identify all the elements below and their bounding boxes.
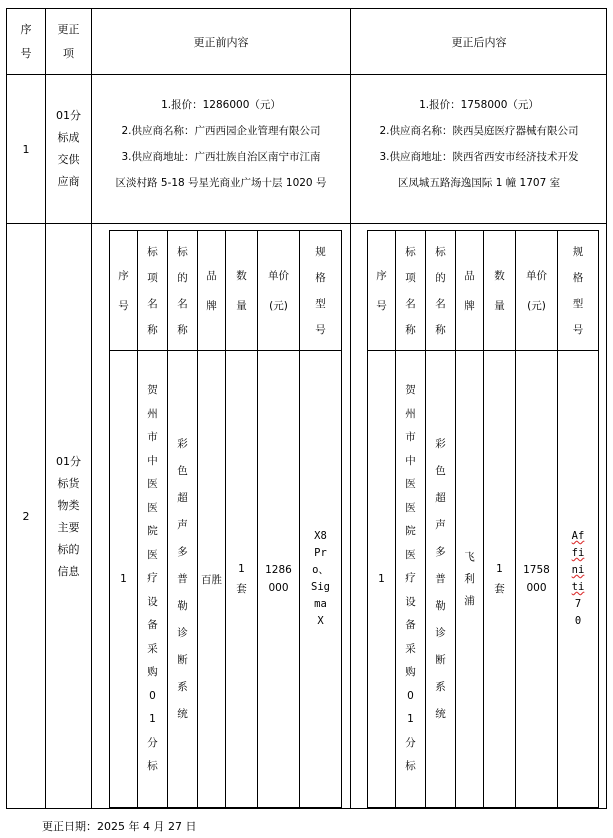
before-h-price: 单价(元) <box>258 231 300 351</box>
after-h-seq: 序号 <box>368 231 396 351</box>
before-h-seq: 序号 <box>110 231 138 351</box>
row1-after <box>351 92 607 212</box>
before-goods-table <box>109 230 341 808</box>
after-h-brand: 品牌 <box>456 231 484 351</box>
row1-after-line4: 区凤城五路海逸国际 1 幢 1707 室 <box>397 177 561 189</box>
row2-item <box>46 224 91 809</box>
hline-2 <box>6 223 607 224</box>
after-price: 1758 000 <box>516 351 558 808</box>
after-h-target: 标的名称 <box>426 231 456 351</box>
before-h-target: 标的名称 <box>168 231 198 351</box>
before-h-qty: 数量 <box>226 231 258 351</box>
header-seq-label: 序号 <box>20 22 32 60</box>
before-h-brand: 品牌 <box>198 231 226 351</box>
after-seq: 1 <box>368 351 396 808</box>
row1-after-line2: 2.供应商名称：陕西昊庭医疗器械有限公司 <box>379 125 579 137</box>
row1-seq <box>7 75 45 223</box>
after-project: 贺州市中医医院医疗设备采购01分标 <box>396 351 426 808</box>
row1-after-line1: 1.报价：1758000（元） <box>419 99 539 111</box>
row1-before <box>92 92 350 212</box>
header-before <box>92 9 350 74</box>
row1-after-line3: 3.供应商地址：陕西省西安市经济技术开发 <box>379 151 579 163</box>
before-target: 彩色超声多普勒诊断系统 <box>168 351 198 808</box>
before-h-project: 标项名称 <box>138 231 168 351</box>
after-brand: 飞利浦 <box>456 351 484 808</box>
after-h-qty: 数量 <box>484 231 516 351</box>
header-after-label: 更正后内容 <box>451 35 507 49</box>
header-item-label: 更正项 <box>57 22 80 60</box>
before-price: 1286 000 <box>258 351 300 808</box>
row1-item <box>46 75 91 223</box>
after-spec: Af fi ni ti 7 0 <box>558 351 599 808</box>
after-goods-table <box>367 230 598 808</box>
after-h-project: 标项名称 <box>396 231 426 351</box>
before-spec: X8 Pr o、 Sig ma X <box>300 351 342 808</box>
before-project: 贺州市中医医院医疗设备采购01分标 <box>138 351 168 808</box>
row1-seq-value: 1 <box>22 142 30 156</box>
after-qty: 1套 <box>484 351 516 808</box>
row1-item-value: 01分标成交供应商 <box>56 109 81 188</box>
header-seq <box>7 9 45 74</box>
after-target: 彩色超声多普勒诊断系统 <box>426 351 456 808</box>
header-item <box>46 9 91 74</box>
before-seq: 1 <box>110 351 138 808</box>
correction-date-text: 更正日期：2025 年 4 月 27 日 <box>42 820 197 833</box>
header-before-label: 更正前内容 <box>193 35 249 49</box>
row1-before-line1: 1.报价：1286000（元） <box>161 99 281 111</box>
before-h-spec: 规格型号 <box>300 231 342 351</box>
correction-date <box>42 819 342 835</box>
before-brand: 百胜 <box>198 351 226 808</box>
row1-before-line4: 区淡村路 5-18 号星光商业广场十层 1020 号 <box>115 177 327 189</box>
after-h-spec: 规格型号 <box>558 231 599 351</box>
before-qty: 1套 <box>226 351 258 808</box>
row1-before-line2: 2.供应商名称：广西西园企业管理有限公司 <box>121 125 321 137</box>
after-h-price: 单价(元) <box>516 231 558 351</box>
row1-before-line3: 3.供应商地址：广西壮族自治区南宁市江南 <box>121 151 321 163</box>
hline-1 <box>6 74 607 75</box>
row2-item-value: 01分标货物类主要标的信息 <box>56 454 81 578</box>
header-after <box>351 9 607 74</box>
row2-seq-value: 2 <box>22 510 30 523</box>
row2-seq <box>7 224 45 809</box>
